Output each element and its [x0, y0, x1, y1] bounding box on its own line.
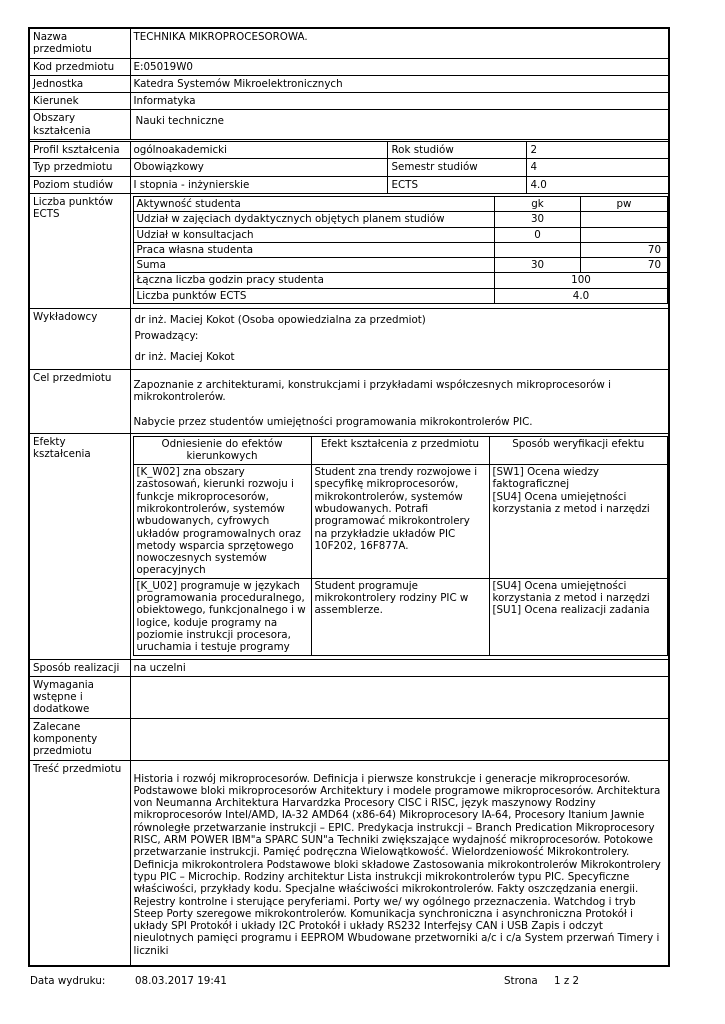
- efekty-verify: [489, 465, 668, 579]
- ects-row: [133, 242, 668, 257]
- efekty-header-cell: Efekt kształcenia z przedmiotu: [311, 437, 489, 465]
- row-typ: [29, 159, 669, 176]
- label-efekty: Efekty kształcenia: [29, 434, 130, 659]
- tresc-cell: [130, 760, 669, 966]
- row-sposob: [29, 659, 669, 676]
- efekty-verify-item: [SW1] Ocena wiedzy faktograficznej: [492, 466, 599, 491]
- efekty-header: [133, 437, 668, 465]
- ects-header-name: Aktywność studenta: [133, 196, 495, 211]
- row-poziom: [29, 176, 669, 193]
- ects-row-gk: [495, 242, 581, 257]
- row-kierunek: [29, 93, 669, 110]
- value-poziom: I stopnia - inżynierskie: [130, 176, 388, 193]
- cel-paragraph: Nabycie przez studentów umiejętności programowania mikrokontrolerów PIC.: [133, 415, 533, 428]
- value-semestr: 4: [527, 159, 669, 176]
- cel-paragraph: Zapoznanie z architekturami, konstrukcjami i przykładami współczesnych mikroprocesorów i mikrokontrolerów.: [133, 379, 611, 404]
- ects-total-points: [133, 288, 668, 303]
- ects-total-points-name: Liczba punktów ECTS: [133, 288, 495, 303]
- value-kod: E:05019W0: [130, 58, 669, 75]
- ects-total-hours: [133, 273, 668, 288]
- ects-header: [133, 196, 668, 211]
- value-rok: 2: [527, 142, 669, 159]
- efekty-ref: [K_U02] programuje w językach programowania proceduralnego, obiektowego, funkcjonalnego i w logice, koduje programy na poziomie instrukcji procesora, uruchamia i testuje programy: [133, 578, 311, 655]
- value-zalecane: [130, 718, 669, 760]
- efekty-verify-item: [SU1] Ocena realizacji zadania: [492, 604, 650, 617]
- ects-row-pw: 70: [581, 242, 668, 257]
- label-ects-points: Liczba punktów ECTS: [29, 193, 130, 308]
- ects-row-gk: 30: [495, 212, 581, 227]
- label-rok: Rok studiów: [388, 142, 527, 159]
- label-profil: Profil kształcenia: [29, 142, 130, 159]
- value-obszary-text: Nauki techniczne: [135, 115, 225, 128]
- value-sposob: na uczelni: [130, 659, 669, 676]
- ects-row-name: Suma: [133, 258, 495, 273]
- label-tresc: Treść przedmiotu: [29, 760, 130, 966]
- label-cel: Cel przedmiotu: [29, 370, 130, 434]
- ects-header-pw: pw: [581, 196, 668, 211]
- row-profil: [29, 142, 669, 159]
- row-wykladowcy: [29, 309, 669, 370]
- efekty-verify-item: [SU4] Ocena umiejętności korzystania z metod i narzędzi: [492, 490, 650, 515]
- efekty-effect: Student programuje mikrokontrolery rodziny PIC w assemblerze.: [311, 578, 489, 655]
- label-poziom: Poziom studiów: [29, 176, 130, 193]
- efekty-row: [133, 578, 668, 655]
- footer-page-value: 1 z 2: [554, 975, 580, 987]
- value-ects: 4.0: [527, 176, 669, 193]
- label-semestr: Semestr studiów: [388, 159, 527, 176]
- lecturer-line: dr inż. Maciej Kokot: [134, 350, 235, 363]
- cel-cell: [130, 370, 669, 434]
- row-jednostka: [29, 75, 669, 92]
- value-profil: ogólnoakademicki: [130, 142, 388, 159]
- footer-print-label: Data wydruku:: [30, 975, 106, 987]
- value-jednostka: Katedra Systemów Mikroelektronicznych: [130, 75, 669, 92]
- label-typ: Typ przedmiotu: [29, 159, 130, 176]
- efekty-verify: [489, 578, 668, 655]
- ects-row: [133, 258, 668, 273]
- efekty-row: [133, 465, 668, 579]
- label-sposob: Sposób realizacji: [29, 659, 130, 676]
- value-nazwa: TECHNIKA MIKROPROCESOROWA.: [130, 28, 669, 58]
- ects-row: [133, 212, 668, 227]
- label-kod: Kod przedmiotu: [29, 58, 130, 75]
- row-nazwa: [29, 28, 669, 58]
- efekty-header-cell: Odniesienie do efektów kierunkowych: [133, 437, 311, 465]
- row-obszary: [29, 110, 669, 140]
- ects-row-name: Praca własna studenta: [133, 242, 495, 257]
- label-kierunek: Kierunek: [29, 93, 130, 110]
- efekty-effect: Student zna trendy rozwojowe i specyfikę mikroprocesorów, mikrokontrolerów, systemów wbudowanych. Potrafi programować mikrokontrolery na przykładzie układów PIC 10F202, 16F877A.: [311, 465, 489, 579]
- row-ects: [29, 193, 669, 308]
- ects-row-gk: 0: [495, 227, 581, 242]
- efekty-header-cell: Sposób weryfikacji efektu: [489, 437, 668, 465]
- ects-row-gk: 30: [495, 258, 581, 273]
- row-wymagania: [29, 676, 669, 718]
- label-ects: ECTS: [388, 176, 527, 193]
- footer-print-date: 08.03.2017 19:41: [135, 975, 227, 987]
- course-card-table: [28, 27, 670, 967]
- lecturer-line: Prowadzący:: [134, 330, 199, 343]
- tresc-text: Historia i rozwój mikroprocesorów. Definicja i pierwsze konstrukcje i generacje mikroprocesorów. Podstawowe bloki mikroprocesorów Architektury i modele programowe mikroprocesorów. Architektura von Neumanna Architektura Harvardzka Procesory CISC i RISC, język maszynowy Rodziny mikroprocesorów Intel/AMD, IA-32 AMD64 (x86-64) Mikroprocesory IA-64, Procesory Itanium Jawnie równoległe przetwarzanie instrukcji – EPIC. Predykacja instrukcji – Branch Predication Mikroprocesory RISC, ARM POWER IBM"a SPARC SUN"a Techniki zwiększające wydajność mikroprocesorów. Potokowe przetwarzanie instrukcji. Pamięć podręczna Wielowątkowość. Wielordzeniowość Mikrokontrolery. Definicja mikrokontrolera Podstawowe bloki składowe Zastosowania mikrokontrolerów Mikrokontrolery typu PIC – Microchip. Rodziny architektur Lista instrukcji mikrokontrolerów typu PIC. Specyficzne właściwości, przykłady kodu. Specjalne właściwości mikrokontrolerów. Fakty oszczędzania energii. Rejestry kontrolne i sterujące peryferiami. Porty we/ wy ogólnego przeznaczenia. Watchdog i tryb Steep Porty szeregowe mikrokontrolerów. Komunikacja synchroniczna i asynchroniczna Protokół i układy SPI Protokół i układy I2C Protokół i układy RS232 Interfejsy CAN i USB Zapis i odczyt nieulotnych pamięci programu i EEPROM Wbudowane przetworniki a/c i c/a System przerwań Timery i liczniki: [133, 772, 661, 957]
- efekty-table: [133, 436, 669, 655]
- ects-total-hours-value: 100: [495, 273, 668, 288]
- value-wymagania: [130, 676, 669, 718]
- ects-row-name: Udział w konsultacjach: [133, 227, 495, 242]
- efekty-ref: [K_W02] zna obszary zastosowań, kierunki rozwoju i funkcje mikroprocesorów, mikrokontrolerów, systemów wbudowanych, cyfrowych układów programowalnych oraz metody wsparcia sprzętowego nowoczesnych systemów operacyjnych: [133, 465, 311, 579]
- ects-header-gk: gk: [495, 196, 581, 211]
- label-zalecane: Zalecane komponenty przedmiotu: [29, 718, 130, 760]
- label-nazwa: Nazwa przedmiotu: [29, 28, 130, 58]
- efekty-cell: [130, 434, 669, 659]
- row-zalecane: [29, 718, 669, 760]
- ects-row-pw: [581, 212, 668, 227]
- row-efekty: [29, 434, 669, 659]
- ects-row-name: Udział w zajęciach dydaktycznych objętych planem studiów: [133, 212, 495, 227]
- efekty-verify-item: [SU4] Ocena umiejętności korzystania z metod i narzędzi: [492, 579, 650, 605]
- footer-page-label: Strona: [504, 975, 538, 987]
- value-obszary: [130, 110, 669, 140]
- label-wykladowcy: Wykładowcy: [29, 309, 130, 370]
- label-wymagania: Wymagania wstępne i dodatkowe: [29, 676, 130, 718]
- ects-row: [133, 227, 668, 242]
- ects-row-pw: [581, 227, 668, 242]
- ects-cell: [130, 193, 669, 308]
- label-obszary: Obszary kształcenia: [29, 110, 130, 140]
- row-kod: [29, 58, 669, 75]
- row-cel: [29, 370, 669, 434]
- value-typ: Obowiązkowy: [130, 159, 388, 176]
- lecturer-line: dr inż. Maciej Kokot (Osoba opowiedzialna za przedmiot): [134, 314, 426, 327]
- ects-total-points-value: 4.0: [495, 288, 668, 303]
- row-tresc: [29, 760, 669, 966]
- label-jednostka: Jednostka: [29, 75, 130, 92]
- value-kierunek: Informatyka: [130, 93, 669, 110]
- wykladowcy-cell: [130, 309, 669, 370]
- ects-table: [133, 196, 669, 304]
- ects-row-pw: 70: [581, 258, 668, 273]
- ects-total-hours-name: Łączna liczba godzin pracy studenta: [133, 273, 495, 288]
